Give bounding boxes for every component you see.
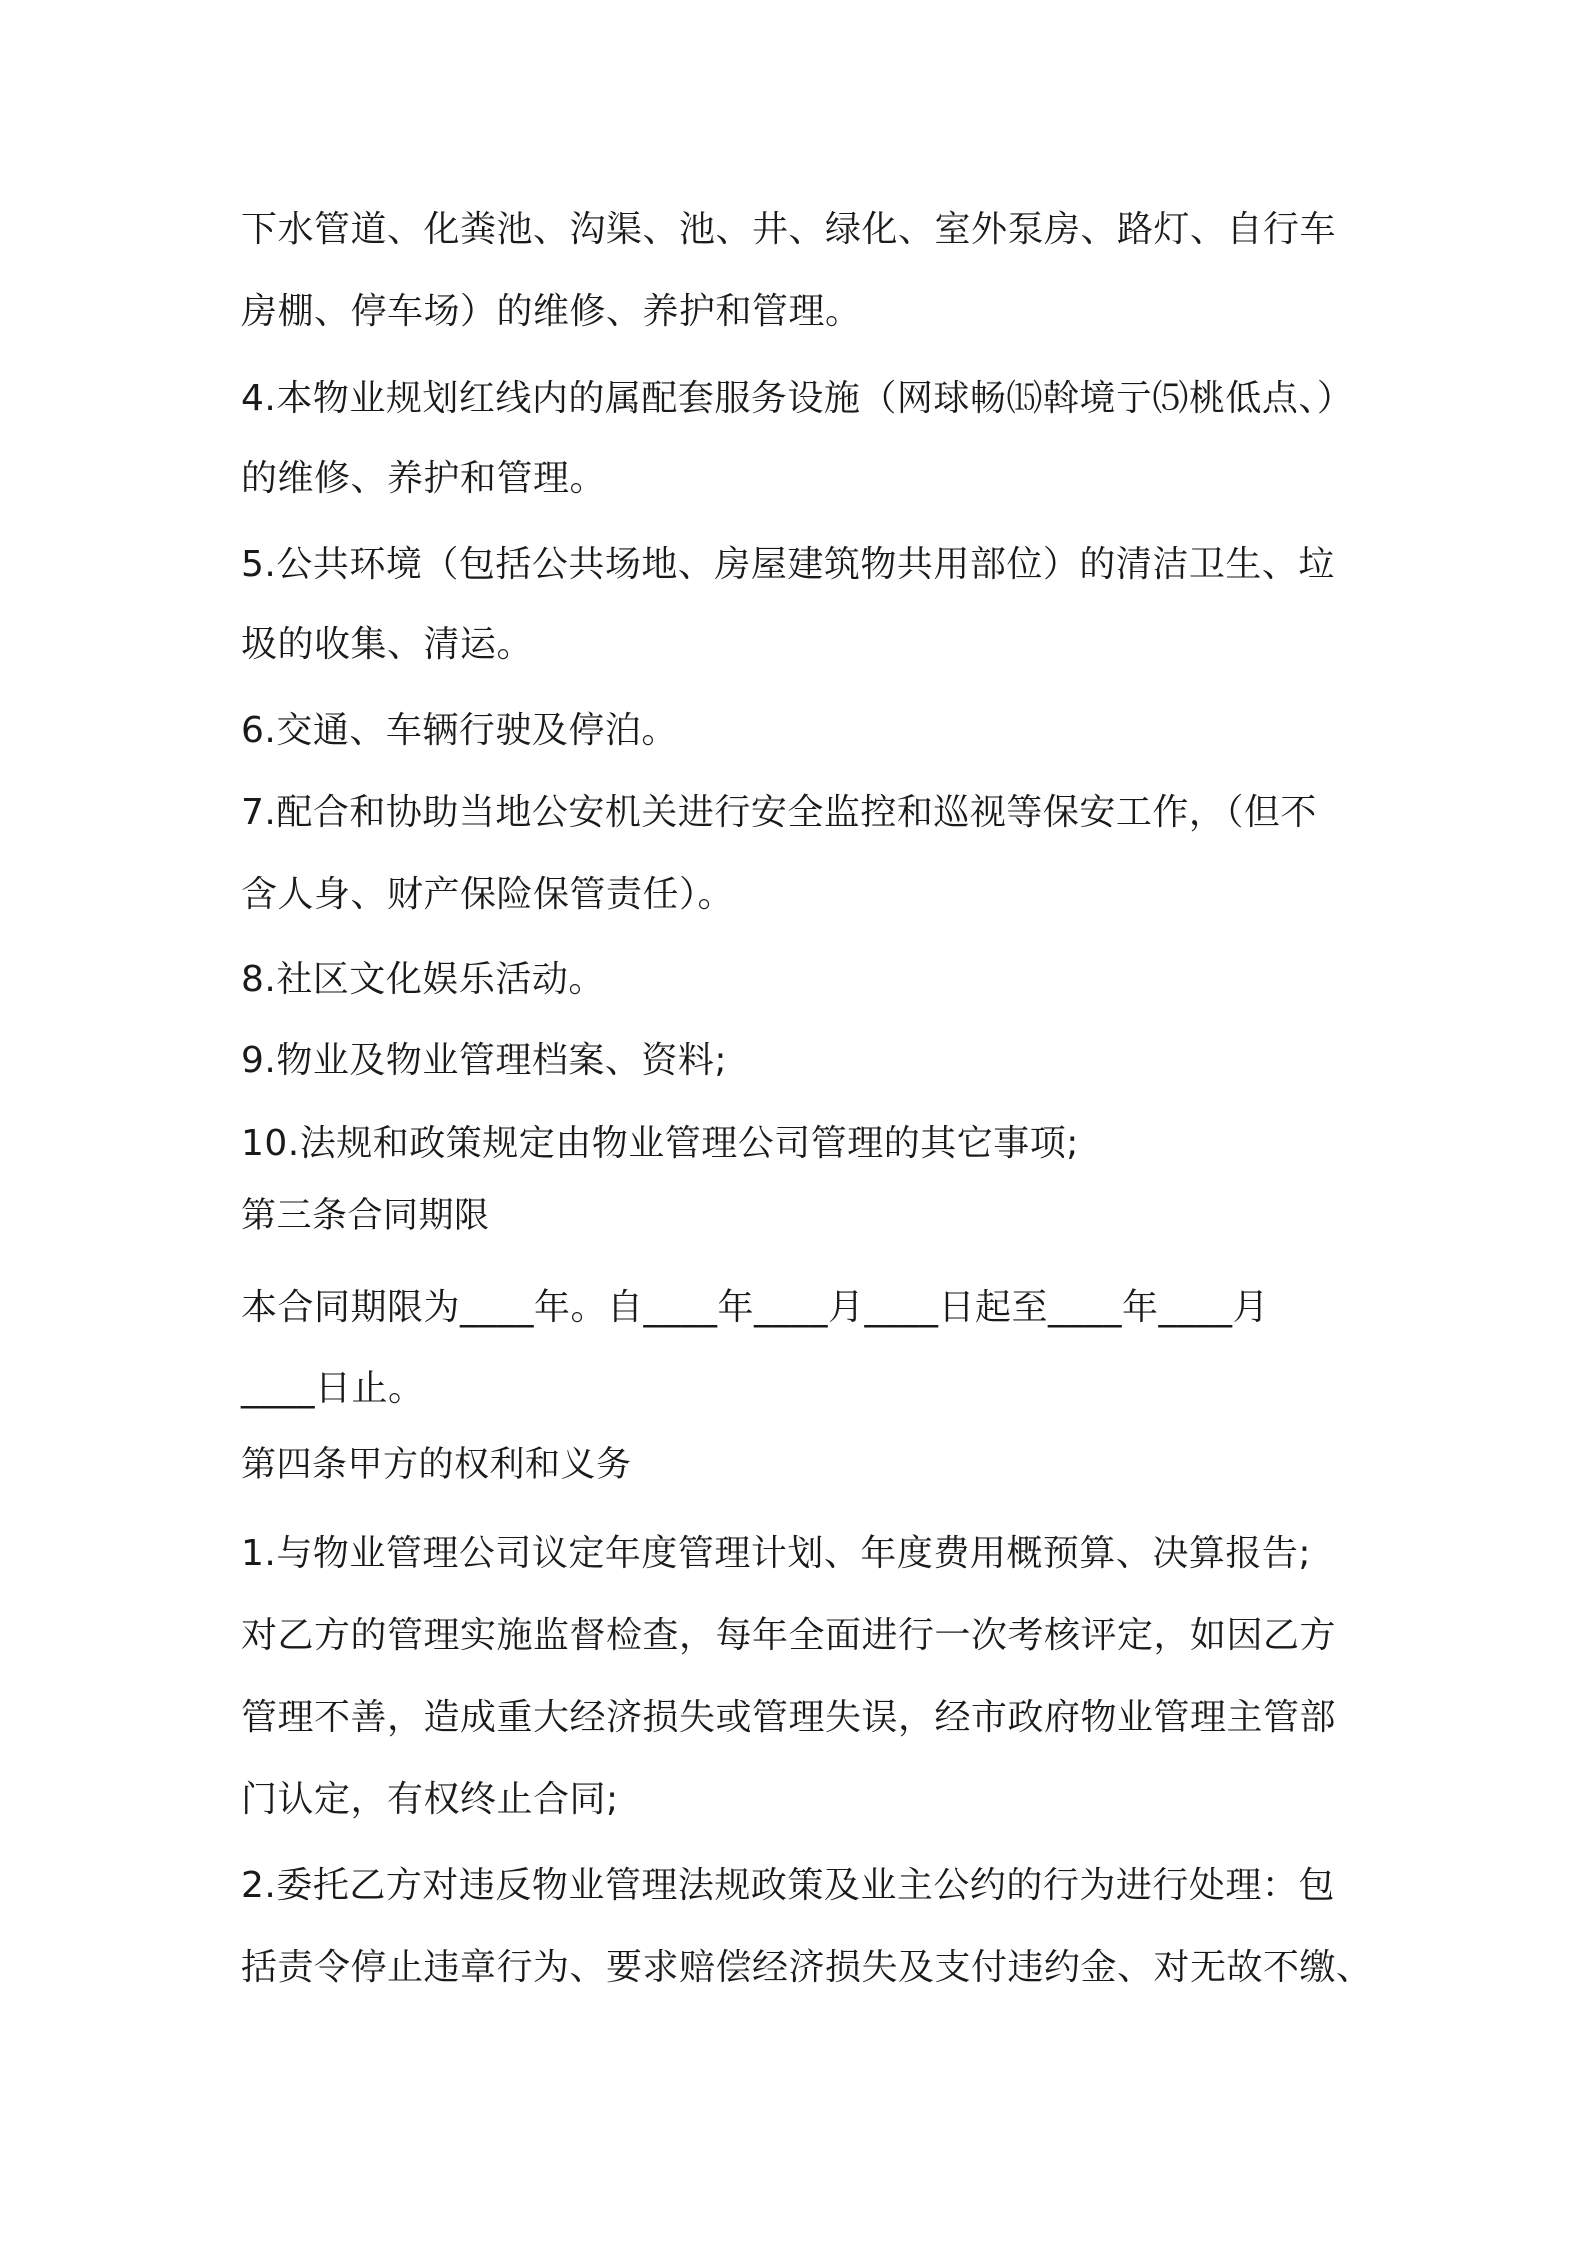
list-item-6: 6.交通、车辆行驶及停泊。 <box>241 710 678 751</box>
body-text-line: 下水管道、化粪池、沟渠、池、井、绿化、室外泵房、路灯、自行车 <box>241 209 1337 250</box>
body-text-line: 含人身、财产保险保管责任）。 <box>241 874 735 915</box>
list-item-9: 9.物业及物业管理档案、资料; <box>241 1040 727 1081</box>
body-text-line: 圾的收集、清运。 <box>241 624 534 665</box>
body-text-line: 房棚、停车场）的维修、养护和管理。 <box>241 291 862 332</box>
list-item-10: 10.法规和政策规定由物业管理公司管理的其它事项; <box>241 1123 1079 1164</box>
body-text-line: 的维修、养护和管理。 <box>241 458 607 499</box>
body-text-line: ____日止。 <box>241 1368 425 1409</box>
list-item-1: 1.与物业管理公司议定年度管理计划、年度费用概预算、决算报告; <box>241 1533 1311 1574</box>
body-text-line: 门认定，有权终止合同; <box>241 1779 619 1820</box>
section-heading-article-3: 第三条合同期限 <box>241 1196 490 1236</box>
list-item-2: 2.委托乙方对违反物业管理法规政策及业主公约的行为进行处理：包 <box>241 1865 1335 1906</box>
body-text-line: 管理不善，造成重大经济损失或管理失误，经市政府物业管理主管部 <box>241 1697 1337 1738</box>
section-heading-article-4: 第四条甲方的权利和义务 <box>241 1445 632 1485</box>
list-item-7: 7.配合和协助当地公安机关进行安全监控和巡视等保安工作，（但不 <box>241 792 1317 833</box>
list-item-5: 5.公共环境（包括公共场地、房屋建筑物共用部位）的清洁卫生、垃 <box>241 544 1335 585</box>
contract-term-line: 本合同期限为____年。自____年____月____日起至____年____月 <box>241 1287 1270 1328</box>
list-item-8: 8.社区文化娱乐活动。 <box>241 959 605 1000</box>
body-text-line: 对乙方的管理实施监督检查，每年全面进行一次考核评定，如因乙方 <box>241 1615 1337 1656</box>
body-text-line: 括责令停止违章行为、要求赔偿经济损失及支付违约金、对无故不缴、 <box>241 1947 1373 1988</box>
list-item-4: 4.本物业规划红线内的属配套服务设施（网球畅⒂斡境亍⑸桃低点、） <box>241 378 1354 419</box>
